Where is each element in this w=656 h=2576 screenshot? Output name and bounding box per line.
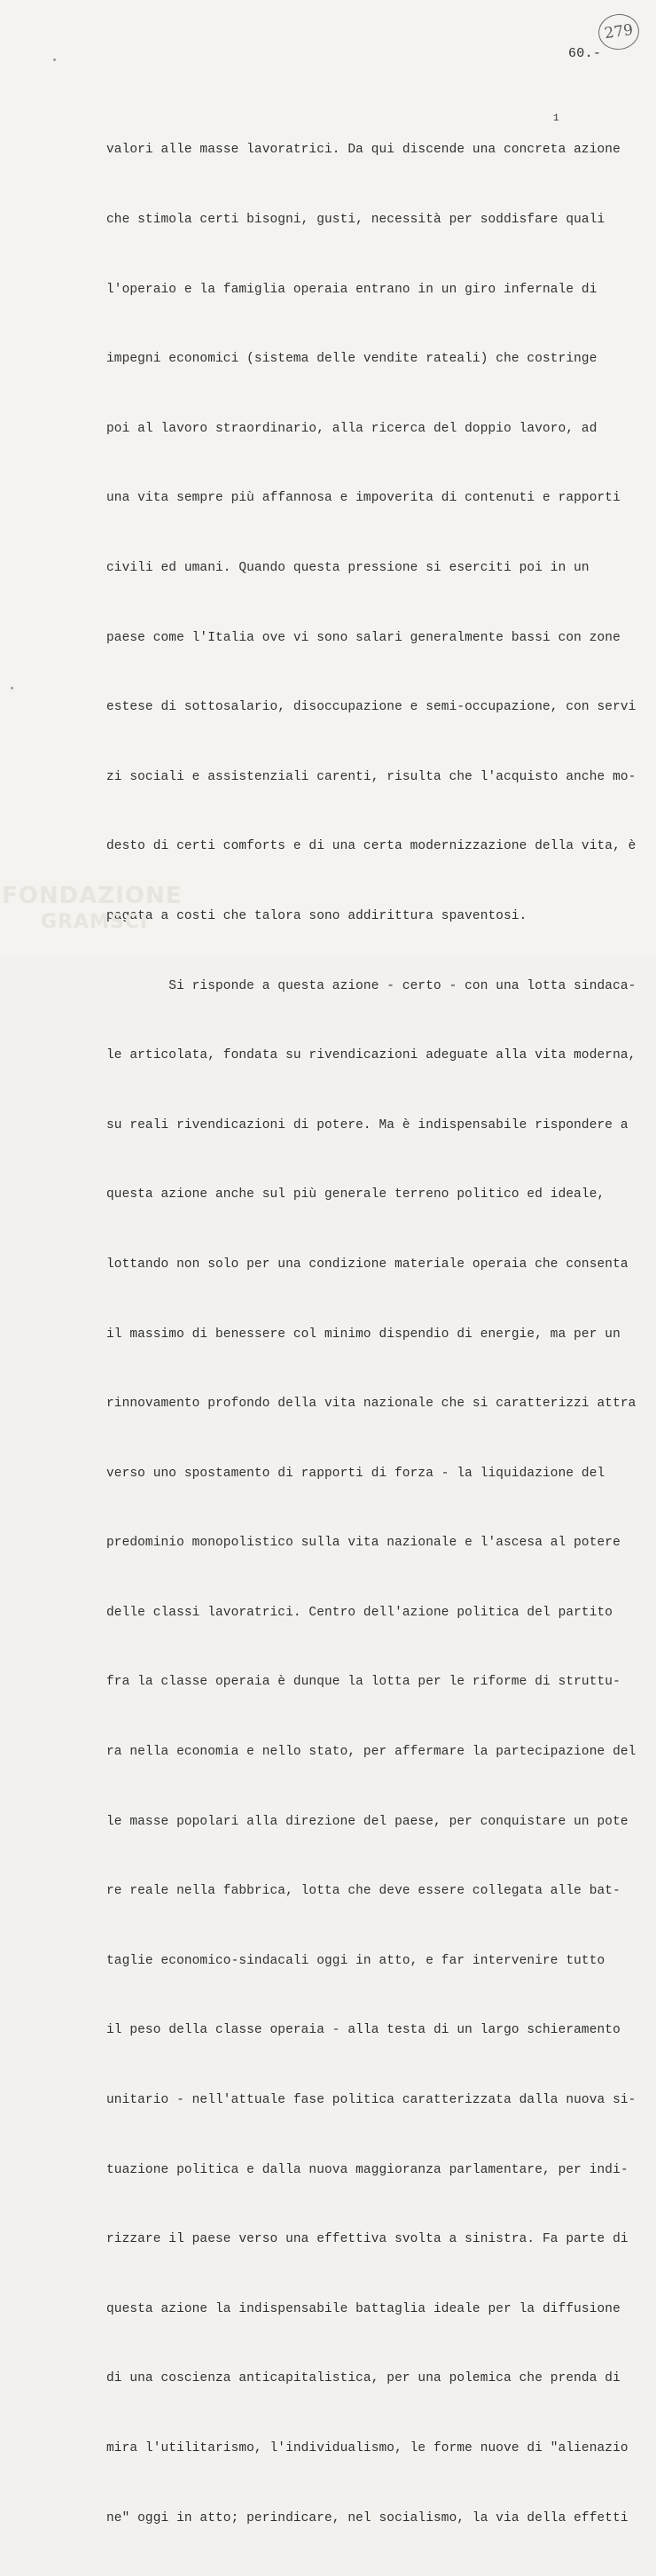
- text-line: ra nella economia e nello stato, per affermare la partecipazione del: [106, 1745, 636, 1760]
- text-line: pagata a costi che talora sono addirittura spaventosi.: [106, 908, 527, 923]
- text-line: predominio monopolistico sulla vita nazionale e l'ascesa al potere: [106, 1536, 621, 1551]
- text-line: valori alle masse lavoratrici. Da qui discende una concreta azione: [106, 143, 621, 158]
- paper-speck: [53, 58, 56, 61]
- text-line: il massimo di benessere col minimo dispendio di energie, ma per un: [106, 1327, 621, 1342]
- text-line: fra la classe operaia è dunque la lotta per le riforme di struttu-: [106, 1675, 621, 1690]
- text-line: impegni economici (sistema delle vendite rateali) che costringe: [106, 352, 597, 367]
- text-line: ne" oggi in atto; perindicare, nel socialismo, la via della effetti: [106, 2510, 629, 2525]
- text-line: re reale nella fabbrica, lotta che deve essere collegata alle bat-: [106, 1884, 621, 1899]
- text-line: rinnovamento profondo della vita nazionale che si caratterizzi attra: [106, 1397, 636, 1412]
- page-number: 60.-: [568, 46, 602, 61]
- text-line: civili ed umani. Quando questa pressione si eserciti poi in un: [106, 560, 590, 575]
- text-line: di una coscienza anticapitalistica, per una polemica che prenda di: [106, 2371, 621, 2386]
- archive-number-stamp: 279: [596, 12, 641, 52]
- text-line: rizzare il paese verso una effettiva svolta a sinistra. Fa parte di: [106, 2232, 629, 2247]
- watermark-line: GRAMSCI: [41, 911, 149, 933]
- text-line: paese come l'Italia ove vi sono salari generalmente bassi con zone: [106, 630, 621, 645]
- text-line: le articolata, fondata su rivendicazioni adeguate alla vita moderna,: [106, 1048, 636, 1063]
- archive-watermark: [2, 883, 182, 936]
- text-line: che stimola certi bisogni, gusti, necessità per soddisfare quali: [106, 213, 605, 227]
- text-line: lottando non solo per una condizione materiale operaia che consenta: [106, 1257, 629, 1272]
- text-line: questa azione la indispensabile battaglia ideale per la diffusione: [106, 2301, 621, 2316]
- text-line: taglie economico-sindacali oggi in atto, e far intervenire tutto: [106, 1953, 605, 1968]
- text-line: le masse popolari alla direzione del paese, per conquistare un pote: [106, 1814, 629, 1829]
- text-line: il peso della classe operaia - alla testa di un largo schieramento: [106, 2023, 621, 2038]
- typed-body-text: [106, 92, 636, 2576]
- text-line: su reali rivendicazioni di potere. Ma è indispensabile rispondere a: [106, 1117, 629, 1132]
- watermark-line: FONDAZIONE: [2, 883, 183, 909]
- text-line: estese di sottosalario, disoccupazione e semi-occupazione, con servi: [106, 700, 636, 715]
- text-line: mira l'utilitarismo, l'individualismo, le forme nuove di "alienazio: [106, 2441, 629, 2455]
- text-line: desto di certi comforts e di una certa modernizzazione della vita, è: [106, 839, 636, 854]
- text-line: unitario - nell'attuale fase politica caratterizzata dalla nuova si-: [106, 2093, 636, 2108]
- paper-speck: [11, 687, 13, 689]
- text-line: tuazione politica e dalla nuova maggioranza parlamentare, per indi-: [106, 2162, 629, 2177]
- text-line: Si risponde a questa azione - certo - con una lotta sindaca-: [106, 978, 636, 993]
- text-line: poi al lavoro straordinario, alla ricerca del doppio lavoro, ad: [106, 421, 597, 436]
- text-line: delle classi lavoratrici. Centro dell'azione politica del partito: [106, 1605, 613, 1620]
- text-line: zi sociali e assistenziali carenti, risulta che l'acquisto anche mo-: [106, 769, 636, 784]
- footnote-marker: 1: [553, 113, 559, 124]
- text-line: questa azione anche sul più generale terreno politico ed ideale,: [106, 1187, 605, 1202]
- text-line: verso uno spostamento di rapporti di forza - la liquidazione del: [106, 1466, 605, 1481]
- text-line: l'operaio e la famiglia operaia entrano in un giro infernale di: [106, 282, 597, 297]
- text-line: una vita sempre più affannosa e impoverita di contenuti e rapporti: [106, 491, 621, 506]
